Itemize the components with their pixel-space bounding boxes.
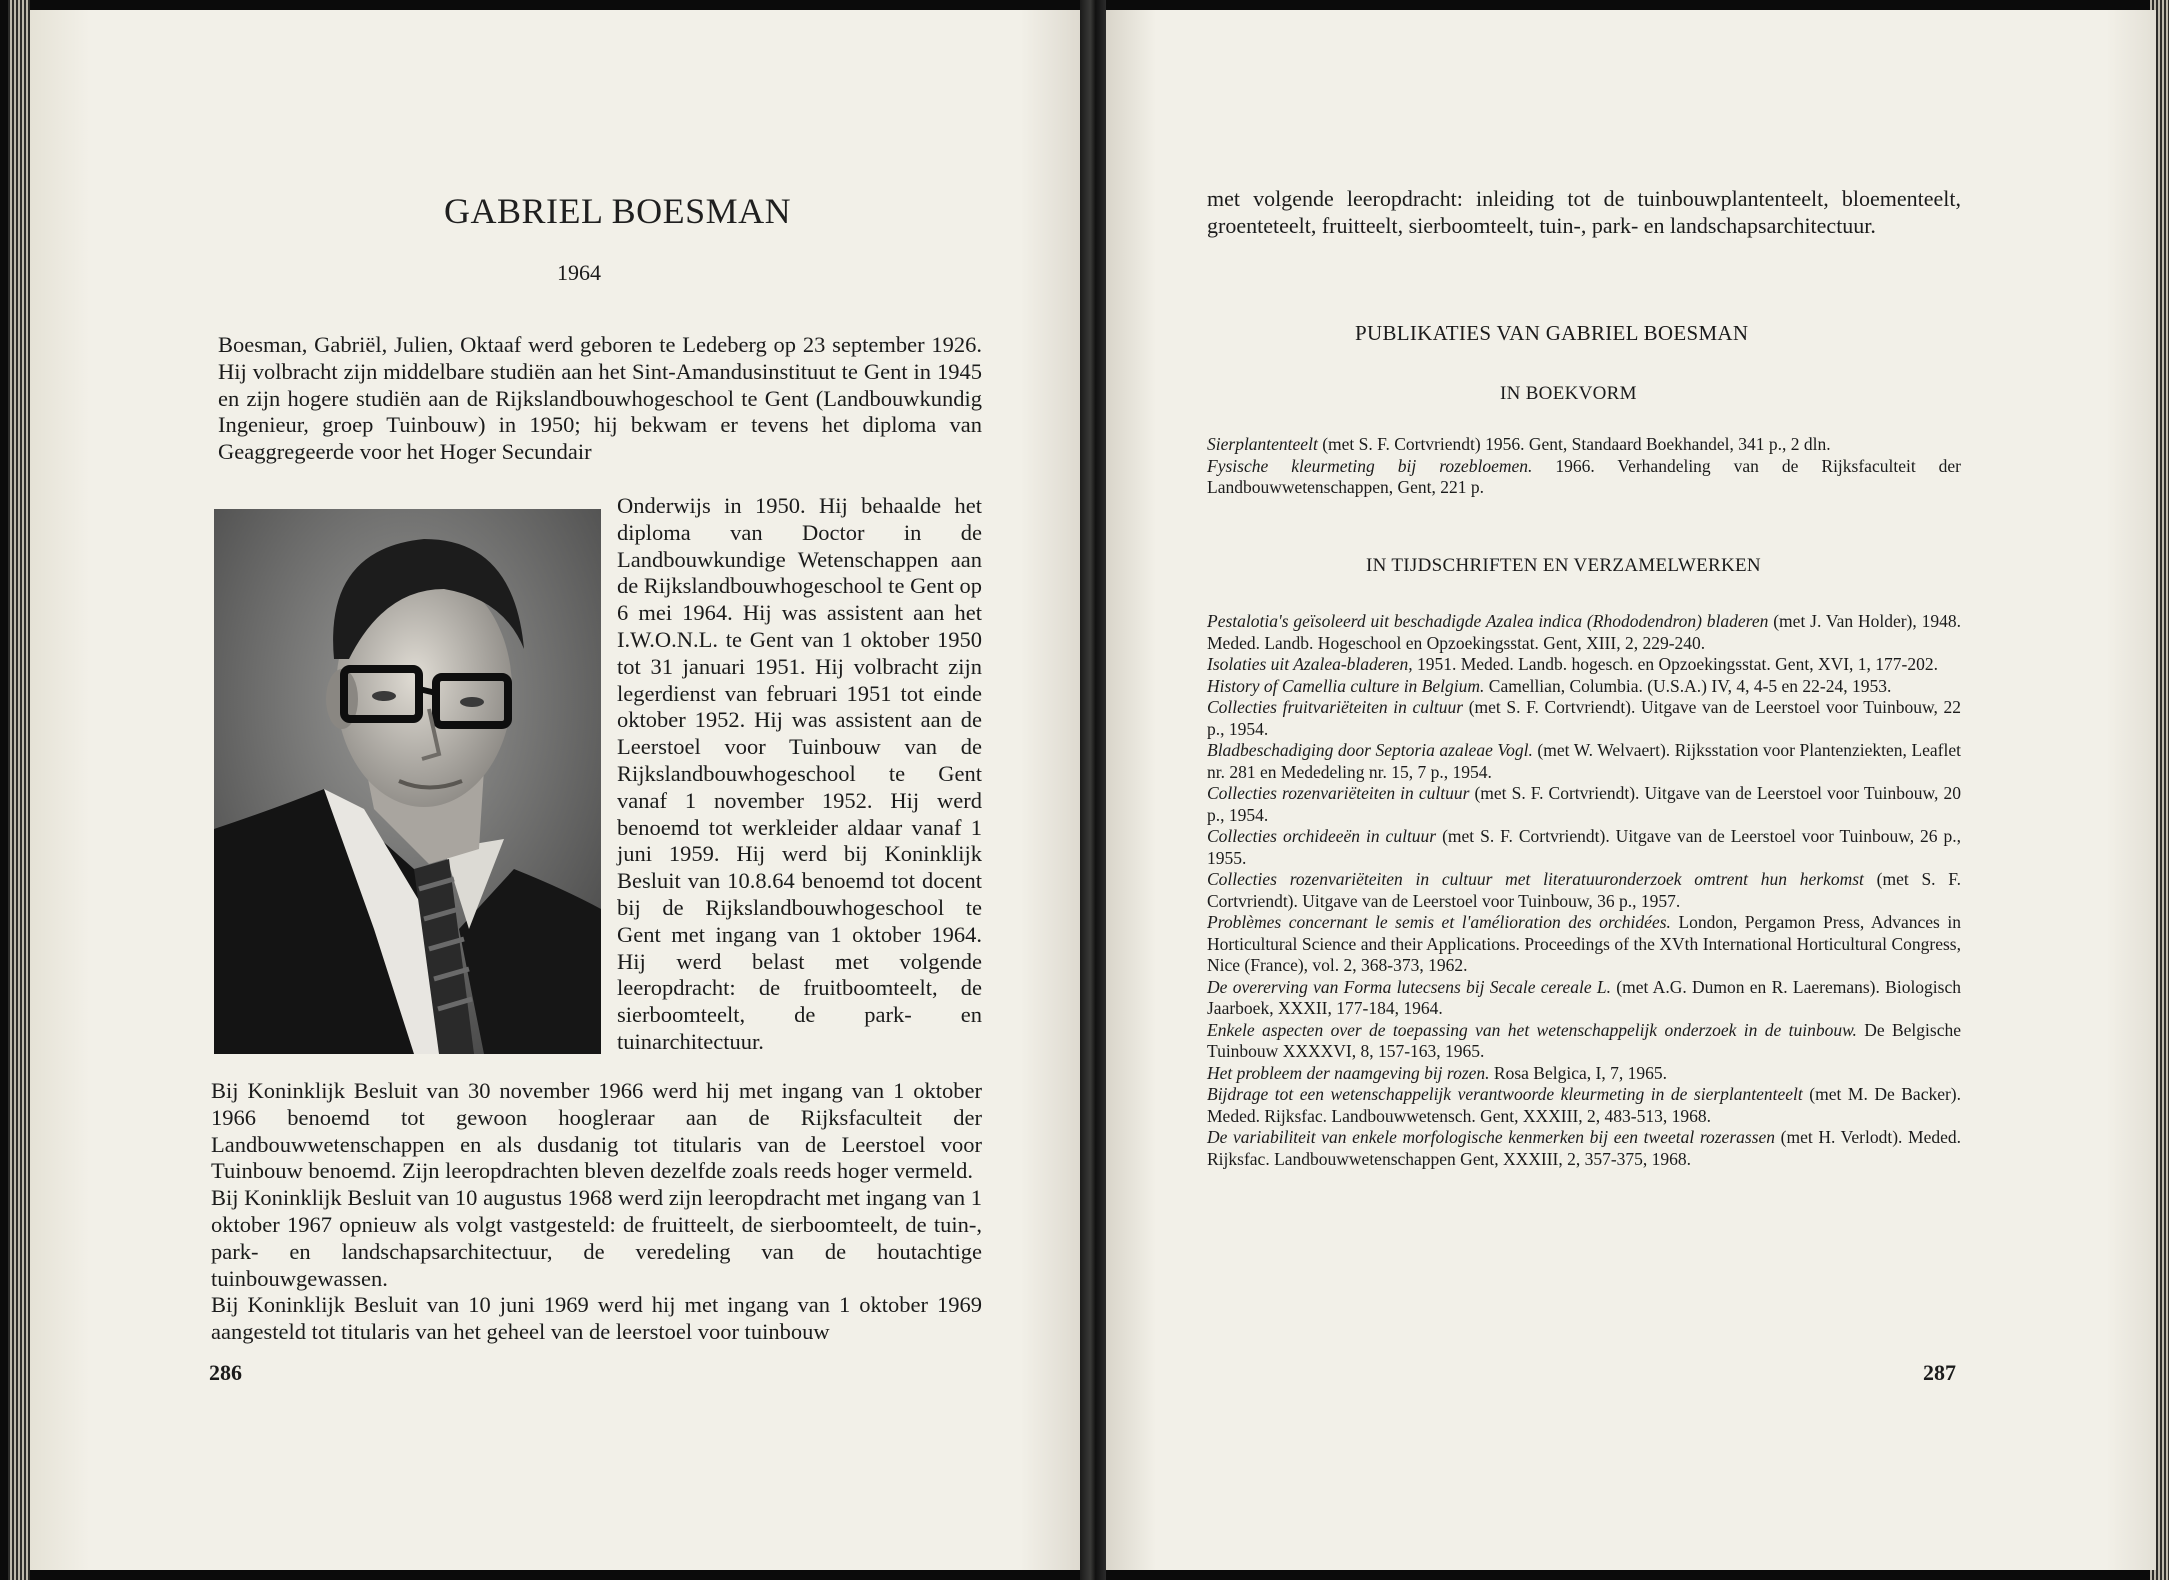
reference-title: Sierplantenteelt [1207, 434, 1318, 454]
reference-details: De Belgische Tuinbouw XXXXVI, 8, 157-163, 1965. [1207, 1019, 1961, 1061]
reference-entry [1207, 611, 1961, 654]
reference-title: Bladbeschadiging door Septoria azaleae Vogl. [1207, 740, 1533, 760]
reference-entry [1207, 456, 1961, 499]
reference-details: (met S. F. Cortvriendt). Uitgave van de Leerstoel voor Tuinbouw, 26 p., 1955. [1207, 826, 1961, 868]
publications-heading: PUBLIKATIES VAN GABRIEL BOESMAN [1355, 321, 1749, 345]
reference-title: Problèmes concernant le semis et l'amélioration des orchidées. [1207, 912, 1671, 932]
reference-entry [1207, 1020, 1961, 1063]
reference-title: De variabiliteit van enkele morfologische kenmerken bij een tweetal rozerassen [1207, 1127, 1776, 1147]
biography-paragraph-5: Bij Koninklijk Besluit van 10 juni 1969 werd hij met ingang van 1 oktober 1969 aangesteld tot titularis van het geheel van de leerstoel voor tuinbouw [211, 1292, 982, 1345]
biography-paragraph-2: Onderwijs in 1950. Hij behaalde het diploma van Doctor in de Landbouwkundige Wetenschappen aan de Rijkslandbouwhogeschool te Gent op 6 mei 1964. Hij was assistent aan het I.W.O.N.L. te Gent van 1 oktober 1950 tot 31 januari 1951. Hij volbracht zijn legerdienst van februari 1951 tot einde oktober 1952. Hij was assistent aan de Leerstoel voor Tuinbouw van de Rijkslandbouwhogeschool te Gent vanaf 1 november 1952. Hij werd benoemd tot werkleider aldaar vanaf 1 juni 1959. Hij werd bij Koninklijk Besluit van 10.8.64 benoemd tot docent bij de Rijkslandbouwhogeschool te Gent met ingang van 1 oktober 1964. Hij werd belast met volgende leeropdracht: de fruitboomteelt, de sierboomteelt, de park- en tuinarchitectuur. [617, 493, 982, 1054]
reference-entry [1207, 783, 1961, 826]
reference-title: Collecties rozenvariëteiten in cultuur [1207, 783, 1470, 803]
reference-entry [1207, 826, 1961, 869]
reference-entry [1207, 740, 1961, 783]
reference-title: Bijdrage tot een wetenschappelijk verantwoorde kleurmeting in de sierplantenteelt [1207, 1084, 1803, 1104]
reference-entry [1207, 1063, 1961, 1085]
reference-details: (met J. Van Holder), 1948. Meded. Landb. Hogeschool en Opzoekingsstat. Gent, XIII, 2, 229-240. [1207, 611, 1961, 653]
reference-title: Pestalotia's geïsoleerd uit beschadigde Azalea indica (Rhododendron) bladeren [1207, 611, 1769, 631]
reference-title: History of Camellia culture in Belgium. [1207, 675, 1485, 696]
reference-title: Fysische kleurmeting bij rozebloemen. [1207, 455, 1533, 476]
page-number-right: 287 [1923, 1360, 1956, 1385]
reference-details: (met S. F. Cortvriendt). Uitgave van de Leerstoel voor Tuinbouw, 22 p., 1954. [1207, 697, 1961, 739]
biography-paragraph-3: Bij Koninklijk Besluit van 30 november 1966 werd hij met ingang van 1 oktober 1966 benoemd tot gewoon hoogleraar aan de Rijksfaculteit der Landbouwwetenschappen en als dusdanig tot titularis van de Leerstoel voor Tuinbouw benoemd. Zijn leeropdrachten bleven dezelfde zoals reeds hoger vermeld. [211, 1078, 982, 1184]
reference-details: (met A.G. Dumon en R. Laeremans). Biologisch Jaarboek, XXXII, 177-184, 1964. [1207, 976, 1961, 1018]
reference-title: Isolaties uit Azalea-bladeren, [1207, 654, 1413, 674]
reference-entry [1207, 912, 1961, 977]
reference-details: (met M. De Backer). Meded. Rijksfac. Landbouwwetensch. Gent, XXXIII, 2, 483-513, 1968. [1207, 1084, 1962, 1126]
reference-entry [1207, 1084, 1961, 1127]
reference-title: Collecties orchideeën in cultuur [1207, 826, 1437, 846]
portrait-photo [214, 509, 601, 1054]
articles-list [1207, 611, 1961, 1170]
reference-entry [1207, 869, 1961, 912]
book-gutter [1080, 0, 1106, 1580]
reference-details: Rosa Belgica, I, 7, 1965. [1489, 1062, 1667, 1083]
reference-entry [1207, 676, 1961, 698]
reference-details: 1966. Verhandeling van de Rijksfaculteit der Landbouwwetenschappen, Gent, 221 p. [1207, 455, 1962, 497]
journals-heading: IN TIJDSCHRIFTEN EN VERZAMELWERKEN [1366, 555, 1761, 576]
reference-entry [1207, 697, 1961, 740]
reference-details: London, Pergamon Press, Advances in Horticultural Science and their Applications. Proceedings of the XVth International Horticultural Congress, Nice (France), vol. 2, 368-373, 1962. [1207, 912, 1961, 975]
reference-details: (met S. F. Cortvriendt). Uitgave van de Leerstoel voor Tuinbouw, 36 p., 1957. [1207, 869, 1961, 911]
reference-details: 1951. Meded. Landb. hogesch. en Opzoekingsstat. Gent, XVI, 1, 177-202. [1412, 654, 1938, 674]
biography-paragraph-4: Bij Koninklijk Besluit van 10 augustus 1968 werd zijn leeropdracht met ingang van 1 oktober 1967 opnieuw als volgt vastgesteld: de fruitteelt, de sierboomteelt, de tuin-, park- en landschapsarchitectuur, de veredeling van de houtachtige tuinbouwgewassen. [211, 1185, 982, 1291]
reference-title: Enkele aspecten over de toepassing van het wetenschappelijk onderzoek in de tuinbouw. [1207, 1019, 1857, 1040]
books-heading: IN BOEKVORM [1500, 383, 1637, 404]
biography-top [218, 332, 982, 466]
reference-details: (met H. Verlodt). Meded. Rijksfac. Landbouwwetenschappen Gent, XXXIII, 2, 357-375, 1968. [1207, 1127, 1961, 1169]
book-edge-left [8, 0, 30, 1580]
continuation-text [1207, 185, 1961, 239]
biography-side [617, 493, 982, 1056]
biography-paragraph-1: Boesman, Gabriël, Julien, Oktaaf werd geboren te Ledeberg op 23 september 1926. Hij volbracht zijn middelbare studiën aan het Sint-Amandusinstituut te Gent in 1945 en zijn hogere studiën aan de Rijkslandbouwhogeschool te Gent (Landbouwkundig Ingenieur, groep Tuinbouw) in 1950; hij bekwam er tevens het diploma van Geaggregeerde voor het Hoger Secundair [218, 332, 982, 465]
books-list [1207, 434, 1961, 499]
reference-details: (met S. F. Cortvriendt) 1956. Gent, Standaard Boekhandel, 341 p., 2 dln. [1317, 434, 1831, 454]
portrait-image [214, 509, 601, 1054]
reference-entry [1207, 977, 1961, 1020]
reference-details: (met S. F. Cortvriendt). Uitgave van de Leerstoel voor Tuinbouw, 20 p., 1954. [1207, 783, 1961, 825]
page-number-left: 286 [209, 1360, 242, 1385]
reference-entry [1207, 654, 1961, 676]
reference-details: Camellian, Columbia. (U.S.A.) IV, 4, 4-5 en 22-24, 1953. [1484, 675, 1892, 696]
reference-entry [1207, 1127, 1961, 1170]
continuation-paragraph: met volgende leeropdracht: inleiding tot de tuinbouwplantenteelt, bloementeelt, groenteteelt, fruitteelt, sierboomteelt, tuin-, park- en landschapsarchitectuur. [1207, 186, 1961, 238]
reference-title: Collecties rozenvariëteiten in cultuur met literatuuronderzoek omtrent hun herkomst [1207, 869, 1864, 889]
reference-details: (met W. Welvaert). Rijksstation voor Plantenziekten, Leaflet nr. 281 en Mededeling nr. 15, 7 p., 1954. [1207, 740, 1961, 782]
reference-entry [1207, 434, 1961, 456]
title-year: 1964 [557, 260, 601, 285]
biography-bottom [211, 1078, 982, 1346]
reference-title: Collecties fruitvariëteiten in cultuur [1207, 697, 1464, 717]
reference-title: Het probleem der naamgeving bij rozen. [1207, 1062, 1490, 1083]
page-title: GABRIEL BOESMAN [444, 191, 792, 231]
reference-title: De overerving van Forma lutecsens bij Secale cereale L. [1207, 976, 1611, 997]
